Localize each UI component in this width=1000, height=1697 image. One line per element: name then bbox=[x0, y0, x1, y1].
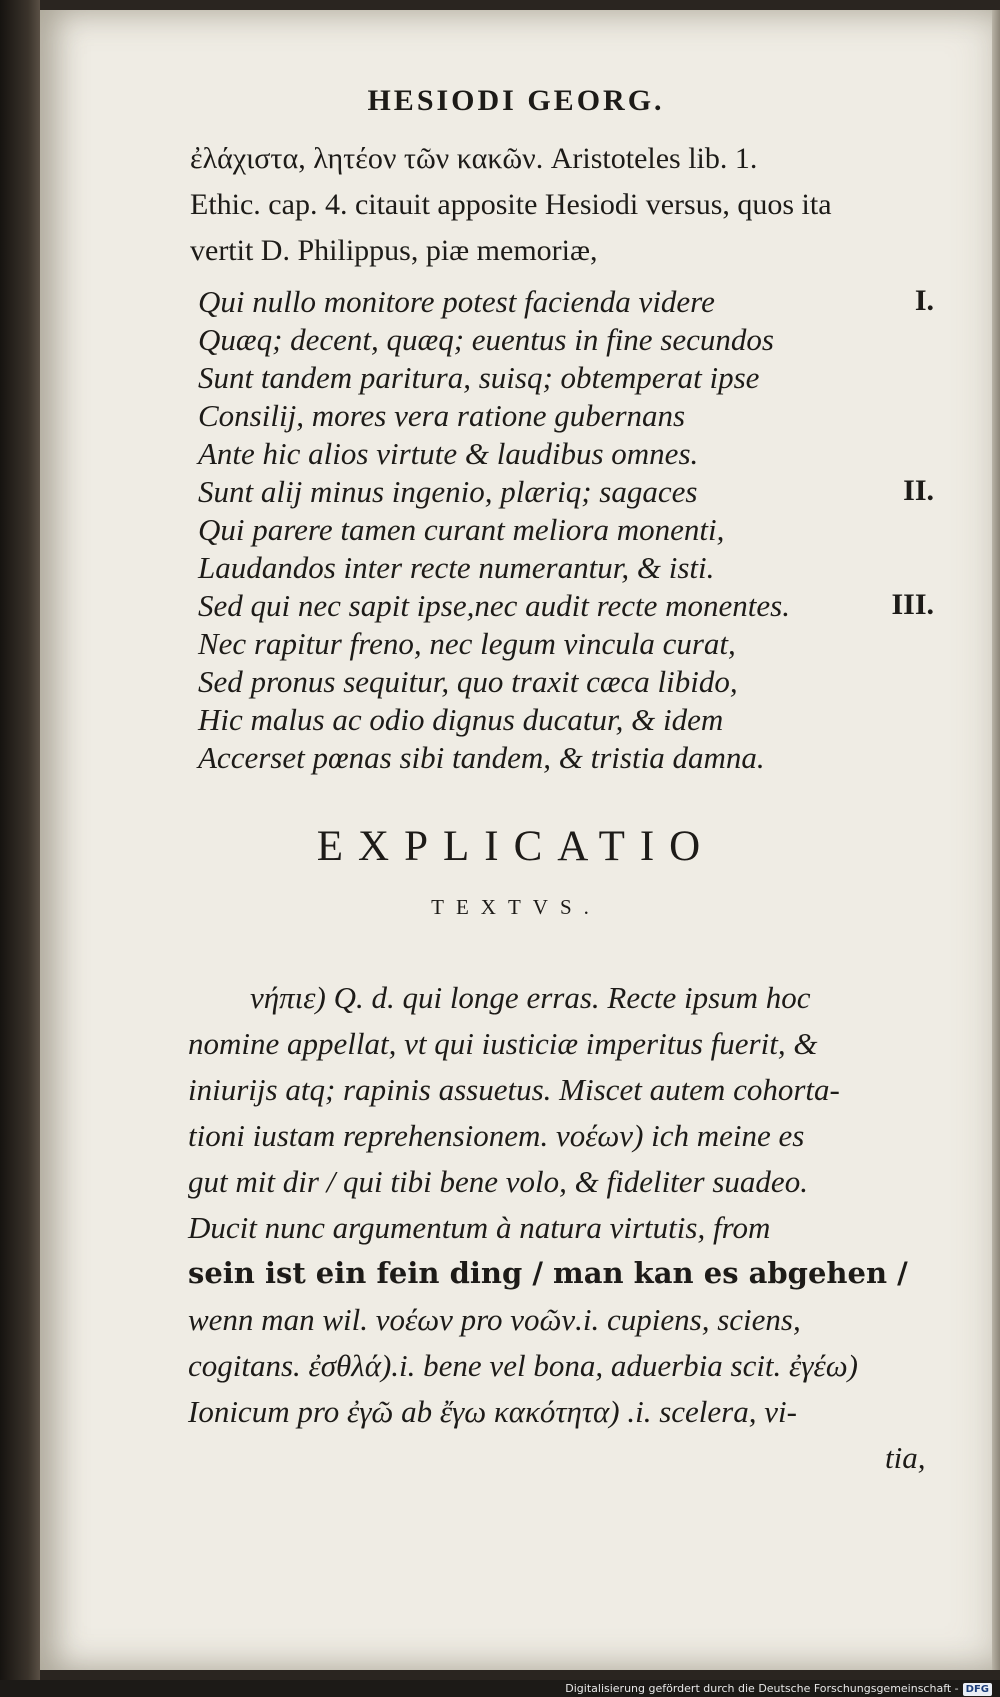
section-subtitle: TEXTVS. bbox=[431, 895, 601, 919]
intro-line: ἐλάχιστα, λητέον τῶν κακῶν. Aristoteles lib. 1. bbox=[190, 142, 758, 175]
intro-line: Ethic. cap. 4. citauit apposite Hesiodi versus, quos ita bbox=[190, 188, 832, 221]
commentary-line: gut mit dir / qui tibi bene volo, & fideliter suadeo. bbox=[188, 1164, 808, 1199]
verse-number: II. bbox=[903, 474, 934, 507]
commentary-line: sein ist ein fein ding / man kan es abgehen / bbox=[188, 1256, 908, 1290]
commentary-line: cogitans. ἐσθλά).i. bene vel bona, aduerbia scit. ἐγέω) bbox=[188, 1348, 858, 1383]
verse-line: Qui parere tamen curant meliora monenti, bbox=[198, 512, 725, 547]
credit-text: Digitalisierung gefördert durch die Deutsche Forschungsgemeinschaft - bbox=[565, 1682, 959, 1695]
running-head: HESIODI GEORG. bbox=[367, 84, 665, 117]
commentary-line: Ducit nunc argumentum à natura virtutis, from bbox=[188, 1210, 771, 1245]
verse-line: Hic malus ac odio dignus ducatur, & idem bbox=[198, 702, 724, 737]
verse-line: Sed pronus sequitur, quo traxit cæca libido, bbox=[198, 664, 738, 699]
book-page bbox=[40, 10, 992, 1670]
verse-line: Sed qui nec sapit ipse,nec audit recte monentes. bbox=[198, 588, 790, 623]
dfg-logo: DFG bbox=[963, 1683, 992, 1696]
verse-line: Qui nullo monitore potest facienda videre bbox=[198, 284, 715, 319]
verse-line: Quæq; decent, quæq; euentus in fine secundos bbox=[198, 322, 774, 357]
verse-line: Sunt alij minus ingenio, plæriq; sagaces bbox=[198, 474, 698, 509]
commentary-line: nomine appellat, vt qui iusticiæ imperitus fuerit, & bbox=[188, 1026, 818, 1061]
section-title: EXPLICATIO bbox=[316, 823, 716, 870]
verse-line: Nec rapitur freno, nec legum vincula curat, bbox=[198, 626, 736, 661]
verse-line: Accerset pœnas sibi tandem, & tristia damna. bbox=[198, 740, 765, 775]
commentary-line: iniurijs atq; rapinis assuetus. Miscet autem cohorta- bbox=[188, 1072, 840, 1107]
verse-line: Ante hic alios virtute & laudibus omnes. bbox=[198, 436, 699, 471]
commentary-line: νήπιε) Q. d. qui longe erras. Recte ipsum hoc bbox=[250, 980, 811, 1015]
verse-number: I. bbox=[914, 284, 934, 317]
intro-line: vertit D. Philippus, piæ memoriæ, bbox=[190, 234, 598, 267]
book-binding bbox=[0, 0, 40, 1680]
commentary-line: wenn man wil. νοέων pro νοῶν.i. cupiens, sciens, bbox=[188, 1302, 801, 1337]
commentary-line: Ionicum pro ἐγῶ ab ἔγω κακότητα) .i. scelera, vi- bbox=[188, 1394, 797, 1429]
verse-line: Sunt tandem paritura, suisq; obtemperat ipse bbox=[198, 360, 760, 395]
verse-line: Consilij, mores vera ratione gubernans bbox=[198, 398, 686, 433]
commentary-line: tioni iustam reprehensionem. νοέων) ich meine es bbox=[188, 1118, 805, 1153]
verse-line: Laudandos inter recte numerantur, & isti. bbox=[198, 550, 715, 585]
commentary-line: tia, bbox=[885, 1440, 926, 1475]
digitization-credit bbox=[565, 1680, 992, 1697]
verse-number: III. bbox=[891, 588, 934, 621]
